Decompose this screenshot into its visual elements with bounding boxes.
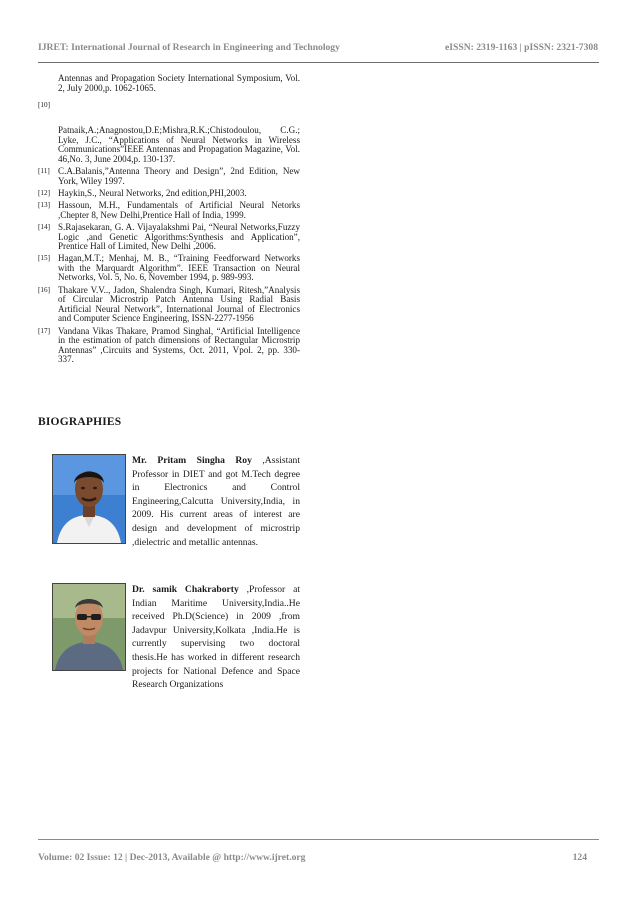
reference-text: Vandana Vikas Thakare, Pramod Singhal, “Artificial Intelligence in the estimation of patch dimensions of Rectangular Microstrip Antennas” ,Circuits and Systems, Oct. 2011, Vpol. 2, pp. 330-337. <box>58 325 300 365</box>
reference-text: Patnaik,A.;Anagnostou,D.E;Mishra,R.K.;Chistodoulou, C.G.; Lyke, J.C., “Applications of Neural Networks in Wireless Communications”IEEE Antennas and Propagation Magazine, Vol. 46,No. 3, June 2004,p. 130-137. <box>58 125 300 164</box>
reference-continuation: Antennas and Propagation Society International Symposium, Vol. 2, July 2000,p. 1062-1065. <box>58 73 300 93</box>
biography-text <box>132 583 300 692</box>
reference-text: Thakare V.V.., Jadon, Shalendra Singh, Kumari, Ritesh,”Analysis of Circular Microstrip Patch Antenna Using Radial Basis Artificial Neural Network”, International Journal of Electronics and Computer Science Engineering, ISSN-2277-1956 <box>58 284 300 324</box>
reference-item <box>38 223 300 252</box>
reference-item <box>38 167 300 186</box>
reference-number: [11] <box>38 167 50 176</box>
reference-item <box>38 201 300 220</box>
page-footer <box>38 852 587 863</box>
reference-number: [17] <box>38 326 50 335</box>
author-name: Mr. Pritam Singha Roy <box>132 455 252 466</box>
reference-number: [15] <box>38 254 50 263</box>
references-list <box>38 74 300 368</box>
volume-info: Volume: 02 Issue: 12 | Dec-2013, Available @ http://www.ijret.org <box>38 852 306 863</box>
reference-number: [10] <box>38 101 50 110</box>
reference-number: [12] <box>38 188 50 197</box>
author-portrait-image <box>53 455 125 543</box>
author-name: Dr. samik Chakraborty <box>132 584 239 595</box>
reference-number: [16] <box>38 285 50 294</box>
footer-rule <box>38 839 599 840</box>
author-description: ,Professor at Indian Maritime University,India..He received Ph.D(Science) in 2009 ,from Jadavpur University,Kolkata ,India.He is currently supervising two doctoral thesis.He has worked in different research projects for National Defence and Space Research Organizations <box>132 584 300 691</box>
author-photo <box>52 583 126 671</box>
reference-item <box>38 101 300 164</box>
biographies-heading: BIOGRAPHIES <box>38 416 122 428</box>
reference-number: [14] <box>38 222 50 231</box>
reference-number: [13] <box>38 201 50 210</box>
author-description: ,Assistant Professor in DIET and got M.Tech degree in Electronics and Control Engineering,Calcutta University,India, in 2009. His current areas of interest are design and development of microstrip ,dielectric and metallic antennas. <box>132 455 300 548</box>
issn-line: eISSN: 2319-1163 | pISSN: 2321-7308 <box>445 42 598 53</box>
reference-text: Hassoun, M.H., Fundamentals of Artificial Neural Netorks ,Chepter 8, New Delhi,Prentice Hall of India, 1999. <box>58 200 300 220</box>
reference-item <box>38 327 300 365</box>
page-number: 124 <box>572 852 587 863</box>
author-photo <box>52 454 126 544</box>
reference-item <box>38 286 300 324</box>
author-portrait-image <box>53 584 125 670</box>
journal-title: IJRET: International Journal of Research in Engineering and Technology <box>38 42 340 53</box>
reference-text: S.Rajasekaran, G. A. Vijayalakshmi Pai, “Neural Networks,Fuzzy Logic ,and Genetic Algorithms:Synthesis and Application”, Prentice Hall of Limited, New Delhi ,2006. <box>58 221 300 252</box>
reference-item <box>38 254 300 283</box>
reference-text: Haykin,S., Neural Networks, 2nd edition,PHI,2003. <box>58 187 247 198</box>
page-header <box>38 42 598 53</box>
reference-text: Hagan,M.T.; Menhaj, M. B., “Training Feedforward Networks with the Marquardt Algorithm”. IEEE Transaction on Neural Networks, Vol. 5, No. 6, November 1994, p. 989-993. <box>58 253 300 283</box>
reference-text: C.A.Balanis,”Antenna Theory and Design”, 2nd Edition, New York, Wiley 1997. <box>58 166 300 186</box>
header-rule <box>38 62 599 63</box>
biography-text <box>132 454 300 549</box>
reference-item <box>38 189 300 199</box>
